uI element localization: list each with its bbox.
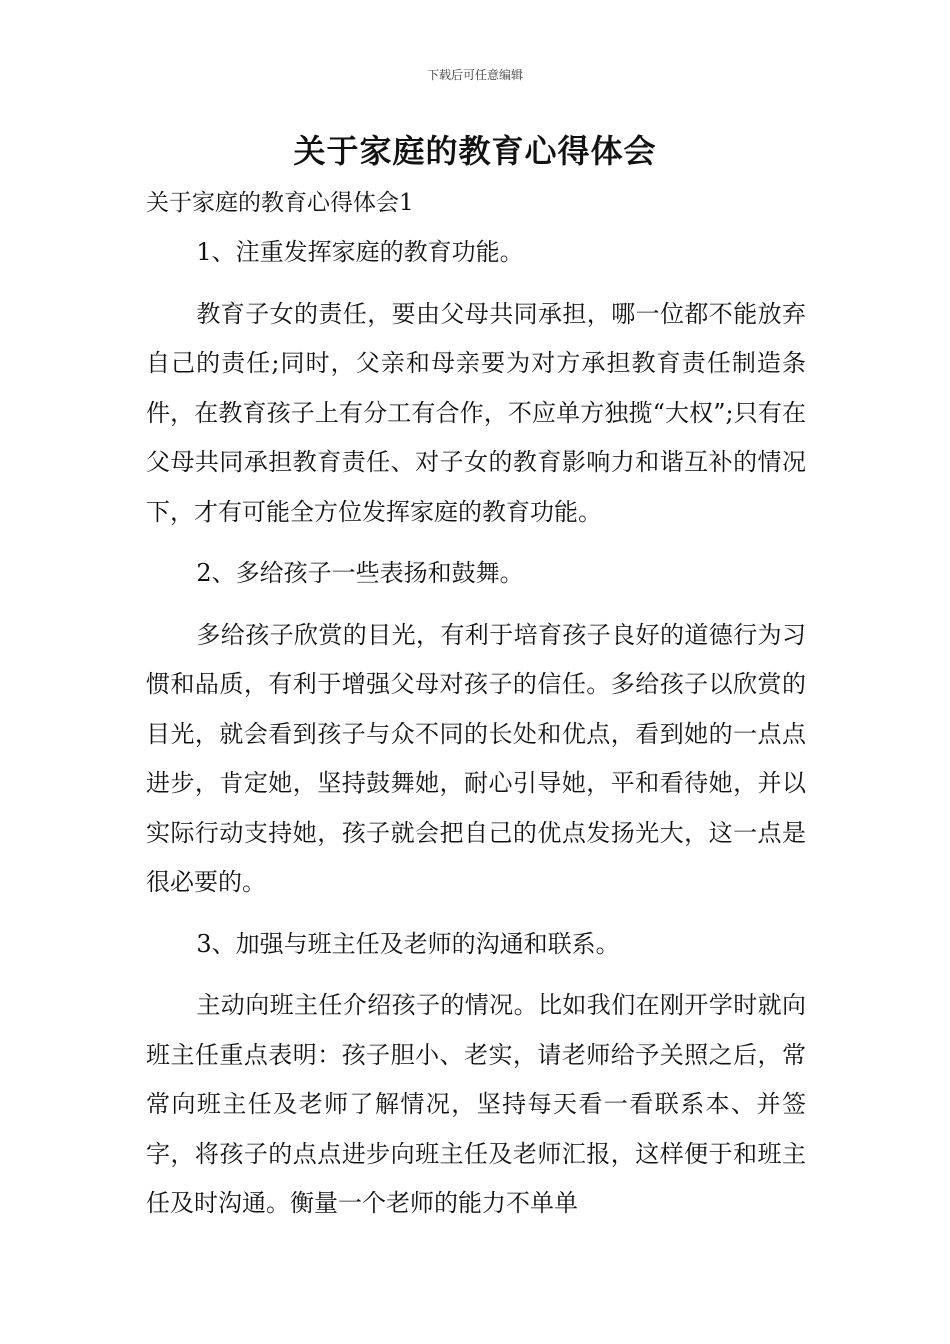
- section-paragraph-2: 多给孩子欣赏的目光，有利于培育孩子良好的道德行为习惯和品质，有利于增强父母对孩子的信任。多给孩子以欣赏的目光，就会看到孩子与众不同的长处和优点，看到她的一点点进步，肯定她，坚持鼓舞她，耐心引导她，平和看待她，并以实际行动支持她，孩子就会把自己的优点发扬光大，这一点是很必要的。: [146, 620, 806, 896]
- section-heading-1: 1、注重发挥家庭的教育功能。: [196, 238, 524, 266]
- section-paragraph-1: 教育子女的责任，要由父母共同承担，哪一位都不能放弃自己的责任;同时，父亲和母亲要为对方承担教育责任制造条件，在教育孩子上有分工有合作，不应单方独揽“大权”;只有在父母共同承担教育责任、对子女的教育影响力和谐互补的情况下，才有可能全方位发挥家庭的教育功能。: [146, 299, 806, 526]
- document-body: [146, 228, 806, 1241]
- section-heading-2: 2、多给孩子一些表扬和鼓舞。: [196, 559, 524, 587]
- document-subtitle: 关于家庭的教育心得体会1: [146, 190, 414, 216]
- section-paragraph-3: 主动向班主任介绍孩子的情况。比如我们在刚开学时就向班主任重点表明：孩子胆小、老实，请老师给予关照之后，常常向班主任及老师了解情况，坚持每天看一看联系本、并签字，将孩子的点点进步向班主任及老师汇报，这样便于和班主任及时沟通。衡量一个老师的能力不单单: [146, 991, 806, 1217]
- section-heading-3: 3、加强与班主任及老师的沟通和联系。: [196, 929, 620, 958]
- document-title: 关于家庭的教育心得体会: [293, 132, 657, 170]
- header-note: 下载后可任意编辑: [426, 68, 523, 82]
